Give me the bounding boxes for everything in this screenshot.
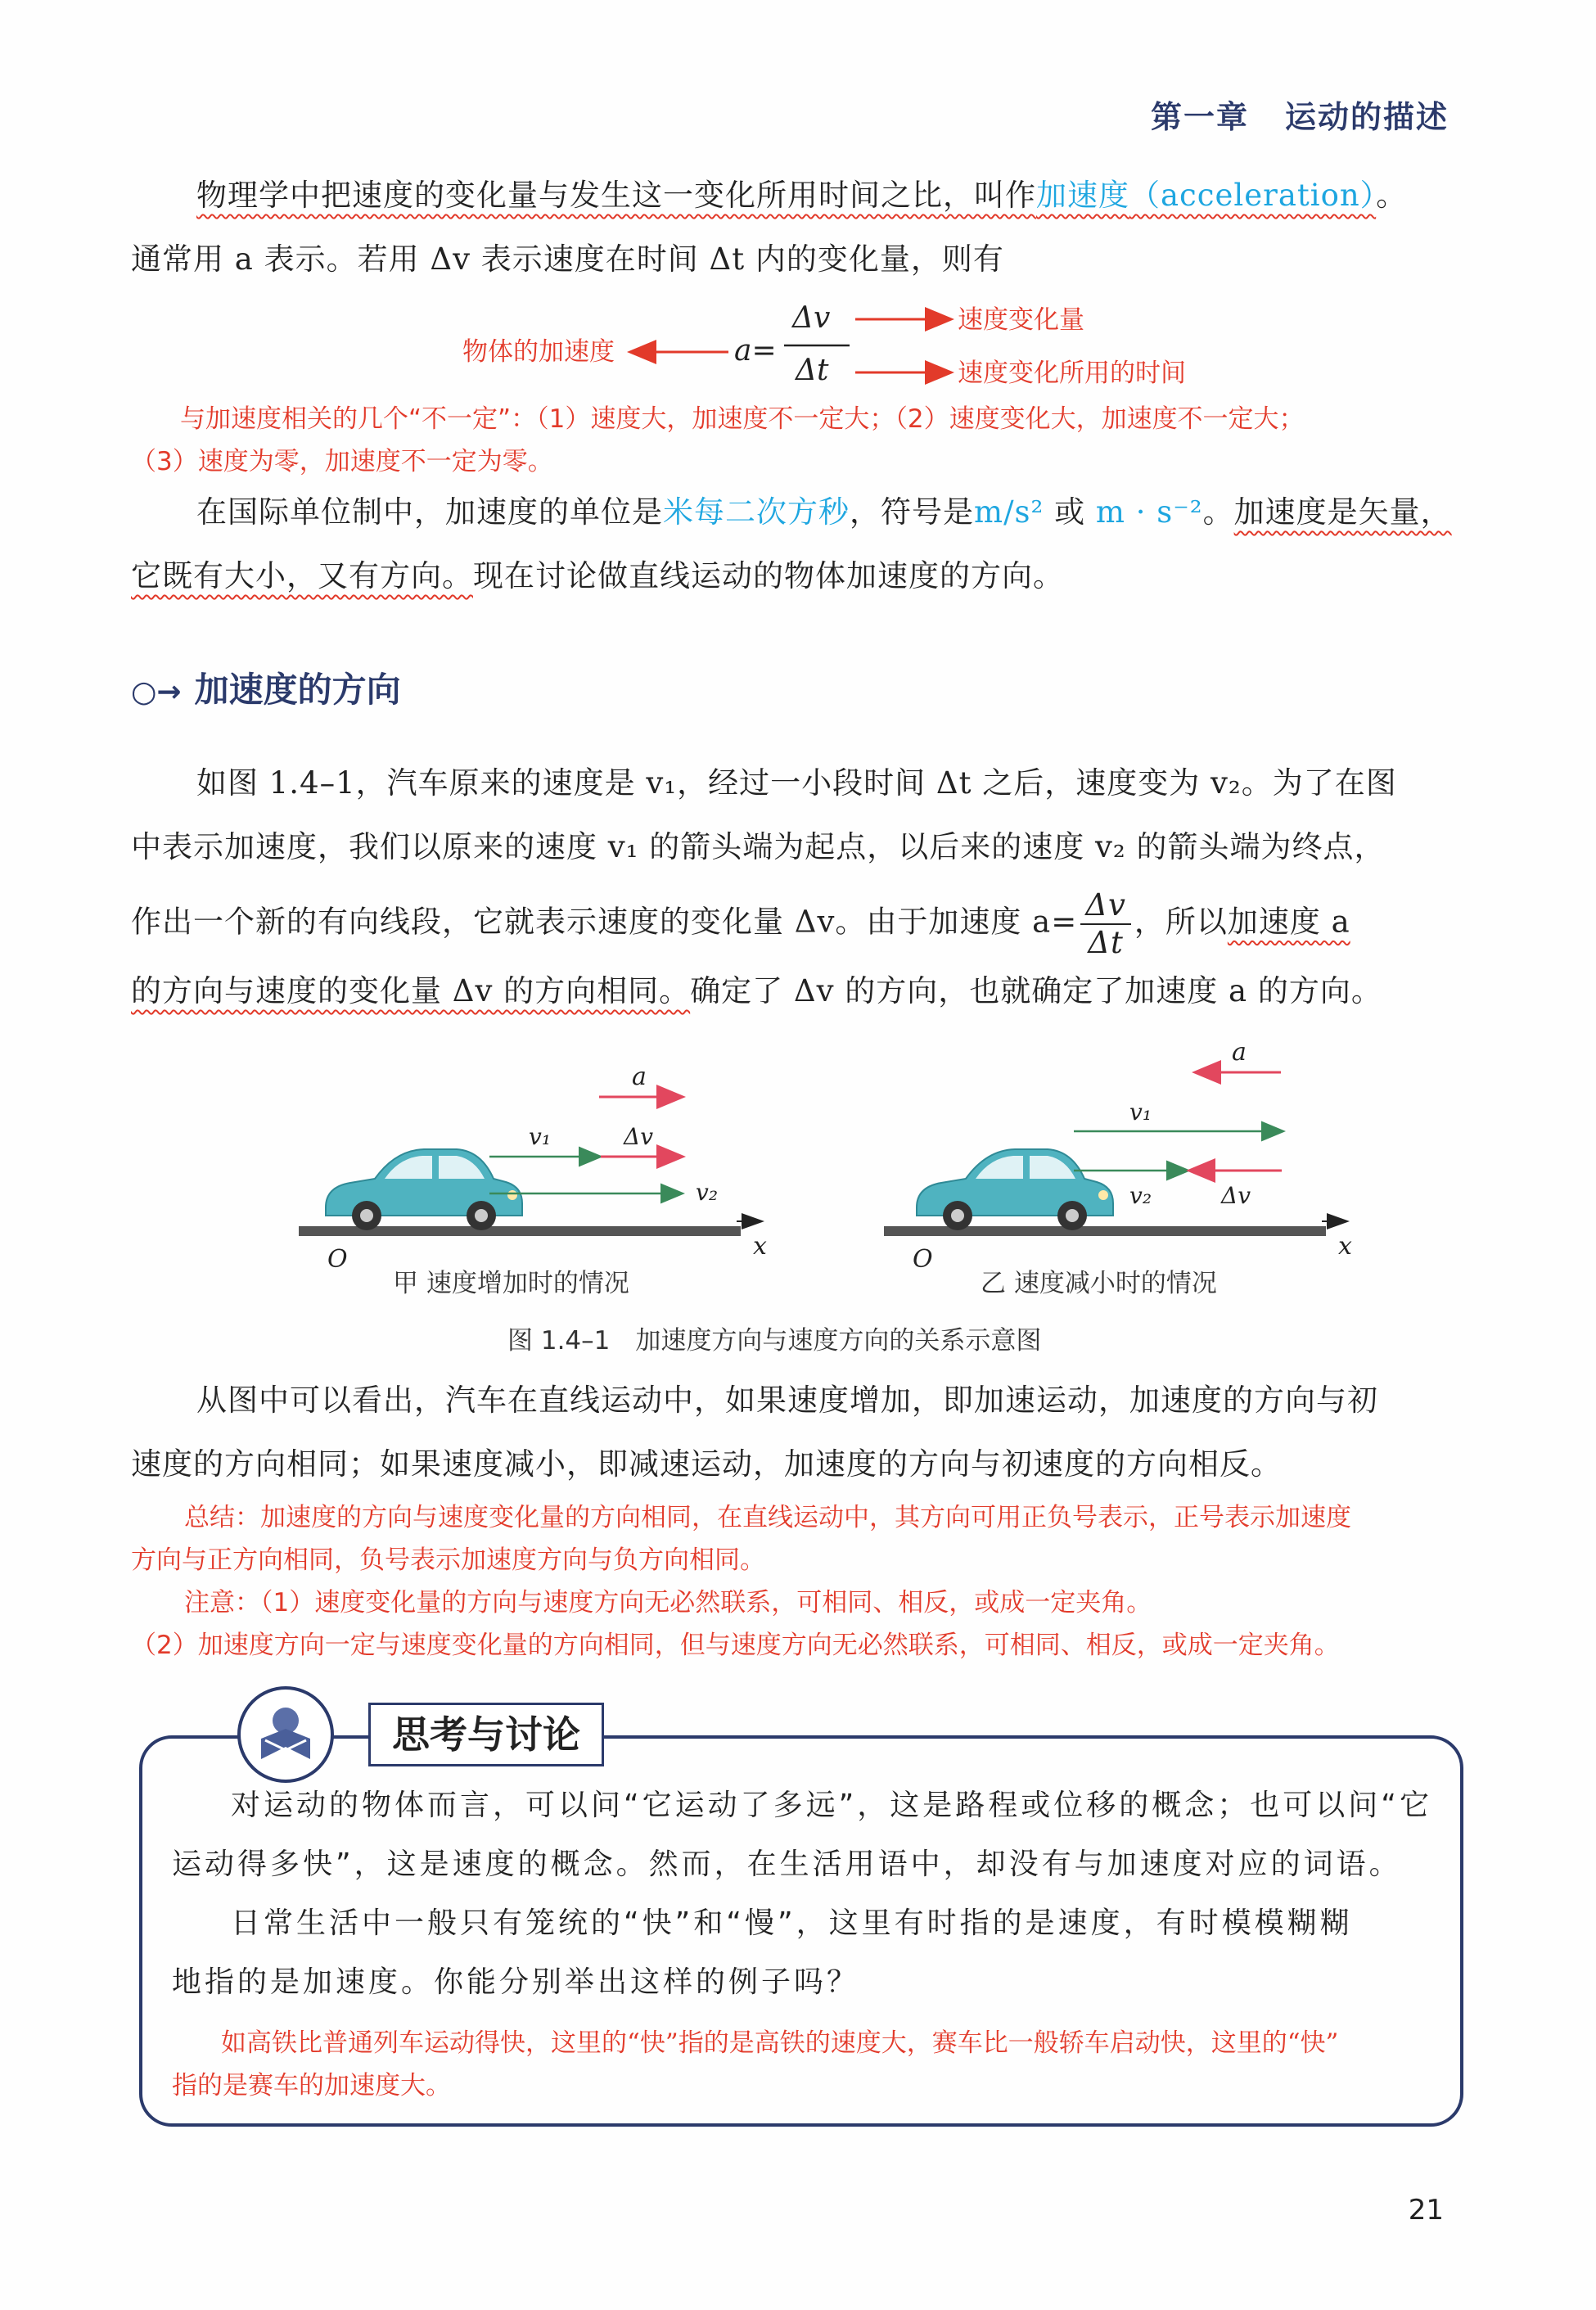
right-origin: O [913, 1245, 933, 1274]
running-header [1151, 92, 1449, 137]
paragraph-units-line2 [131, 544, 1457, 608]
unit-symbol-1: m/s² [974, 494, 1044, 530]
note1-line2: （3）速度为零，加速度不一定为零。 [131, 447, 553, 476]
paragraph-definition-line2: 通常用 a 表示。若用 Δv 表示速度在时间 Δt 内的变化量，则有 [131, 241, 1004, 277]
units-symbol-lead: ，符号是 [850, 494, 974, 530]
left-label-dv: Δv [624, 1123, 654, 1150]
formula-num-label: 速度变化量 [958, 305, 1084, 335]
units-lead: 在国际单位制中，加速度的单位是 [196, 494, 663, 530]
line4-emph: 的方向与速度的变化量 Δv 的方向相同。 [131, 973, 691, 1008]
inline-numerator: Δv [1080, 887, 1131, 925]
formula-denominator: Δt [796, 354, 829, 387]
term-english: （acceleration） [1129, 178, 1377, 213]
paragraph-figure-line3 [131, 887, 1457, 961]
summary-line1: 总结：加速度的方向与速度变化量的方向相同，在直线运动中，其方向可用正负号表示，正号表示加速度 [184, 1503, 1351, 1532]
left-car-icon [326, 1149, 522, 1230]
definition-end: 。 [1376, 178, 1408, 213]
paragraph-units [131, 480, 1457, 544]
line3-text: 作出一个新的有向线段，它就表示速度的变化量 Δv。由于加速度 a= [131, 904, 1078, 940]
think-p2-line1: 日常生活中一般只有笼统的“快”和“慢”，这里有时指的是速度，有时模模糊糊 [231, 1906, 1353, 1940]
units-or: 或 [1044, 494, 1096, 530]
right-label-v1: v₁ [1129, 1099, 1152, 1126]
paragraph-conclusion-line1: 从图中可以看出，汽车在直线运动中，如果速度增加，即加速运动，加速度的方向与初 [196, 1383, 1378, 1418]
right-label-v2: v₂ [1129, 1182, 1152, 1209]
paragraph-figure-line1: 如图 1.4–1，汽车原来的速度是 v₁，经过一小段时间 Δt 之后，速度变为 v₂。为了在图 [196, 765, 1397, 801]
note-not-necessarily [131, 398, 1457, 483]
summary-line2: 方向与正方向相同，负号表示加速度方向与负方向相同。 [131, 1545, 765, 1575]
right-car-icon [917, 1149, 1113, 1230]
formula-eq: a= [734, 334, 777, 368]
figure-right-caption: 乙 速度减小时的情况 [981, 1269, 1217, 1298]
inline-denominator: Δt [1088, 925, 1124, 960]
think-p1-line1: 对运动的物体而言，可以问“它运动了多远”，这是路程或位移的概念；也可以问“它 [231, 1789, 1432, 1822]
definition-text [196, 178, 1376, 213]
think-answer-line1: 如高铁比普通列车运动得快，这里的“快”指的是高铁的速度大，赛车比一般轿车启动快，这里的“快” [221, 2028, 1339, 2058]
term-acceleration: 加速度 [1036, 178, 1129, 213]
discussion-lead: 现在讨论做直线运动的物体加速度的方向。 [473, 558, 1064, 593]
section-title: 加速度的方向 [194, 670, 401, 710]
left-label-a: a [632, 1063, 647, 1091]
vector-statement: 加速度是矢量， [1233, 494, 1452, 530]
figure-right-slowing-down [884, 1040, 1352, 1274]
right-axis-x: x [1338, 1232, 1352, 1261]
think-p1-line2: 运动得多快”，这是速度的概念。然而，在生活用语中，却没有与加速度对应的词语。 [172, 1848, 1402, 1881]
right-label-dv: Δv [1221, 1182, 1251, 1209]
paragraph-figure-line2: 中表示加速度，我们以原来的速度 v₁ 的箭头端为起点，以后来的速度 v₂ 的箭头端为终点， [131, 829, 1386, 864]
line3-mid: ，所以 [1134, 904, 1228, 940]
chapter-title: 运动的描述 [1284, 99, 1449, 135]
formula-numerator: Δv [792, 301, 831, 335]
unit-name: 米每二次方秒 [663, 494, 850, 530]
line3-emph: 加速度 a [1227, 904, 1350, 940]
chapter-number: 第一章 [1150, 99, 1249, 135]
paragraph-figure-line4 [131, 959, 1457, 1023]
unit-symbol-2: m · s⁻² [1095, 494, 1203, 530]
note-summary [131, 1496, 1457, 1667]
definition-lead: 物理学中把速度的变化量与发生这一变化所用时间之比，叫作 [196, 178, 1036, 213]
think-answer-line2: 指的是赛车的加速度大。 [172, 2071, 451, 2100]
paragraph-conclusion-line2: 速度的方向相同；如果速度减小，即减速运动，加速度的方向与初速度的方向相反。 [131, 1446, 1282, 1482]
figure-left-caption: 甲 速度增加时的情况 [393, 1269, 629, 1298]
think-p2-line2: 地指的是加速度。你能分别举出这样的例子吗？ [172, 1965, 860, 1999]
vector-statement-2: 它既有大小，又有方向。 [131, 558, 473, 593]
formula-den-label: 速度变化所用的时间 [958, 359, 1186, 388]
figure-acceleration-direction [278, 1040, 1375, 1285]
attention-line2: （2）加速度方向一定与速度变化量的方向相同，但与速度方向无必然联系，可相同、相反，或成一定夹角。 [131, 1631, 1340, 1660]
left-label-v2: v₂ [696, 1179, 719, 1206]
inline-fraction [1080, 887, 1131, 961]
left-origin: O [327, 1245, 348, 1274]
note1-line1: 与加速度相关的几个“不一定”：（1）速度大，加速度不一定大；（2）速度变化大，加速度不一定大； [180, 404, 1305, 434]
figure-caption: 图 1.4–1 加速度方向与速度方向的关系示意图 [507, 1326, 1042, 1356]
section-marker-icon: ○→ [131, 675, 182, 709]
acceleration-formula [0, 295, 1596, 401]
right-label-a: a [1232, 1040, 1247, 1067]
think-discuss-title: 思考与讨论 [368, 1703, 604, 1766]
units-end: 。 [1202, 494, 1234, 530]
attention-line1: 注意：（1）速度变化量的方向与速度方向无必然联系，可相同、相反，或成一定夹角。 [184, 1588, 1152, 1617]
formula-lhs-label: 物体的加速度 [462, 337, 615, 367]
left-label-v1: v₁ [529, 1123, 552, 1150]
page-number: 21 [1408, 2194, 1444, 2227]
section-heading [131, 663, 401, 712]
figure-left-speeding-up [299, 1063, 767, 1274]
paragraph-definition [131, 164, 1457, 228]
line4-text: 确定了 Δv 的方向，也就确定了加速度 a 的方向。 [690, 973, 1382, 1008]
left-axis-x: x [753, 1232, 767, 1261]
reader-icon [237, 1686, 334, 1783]
